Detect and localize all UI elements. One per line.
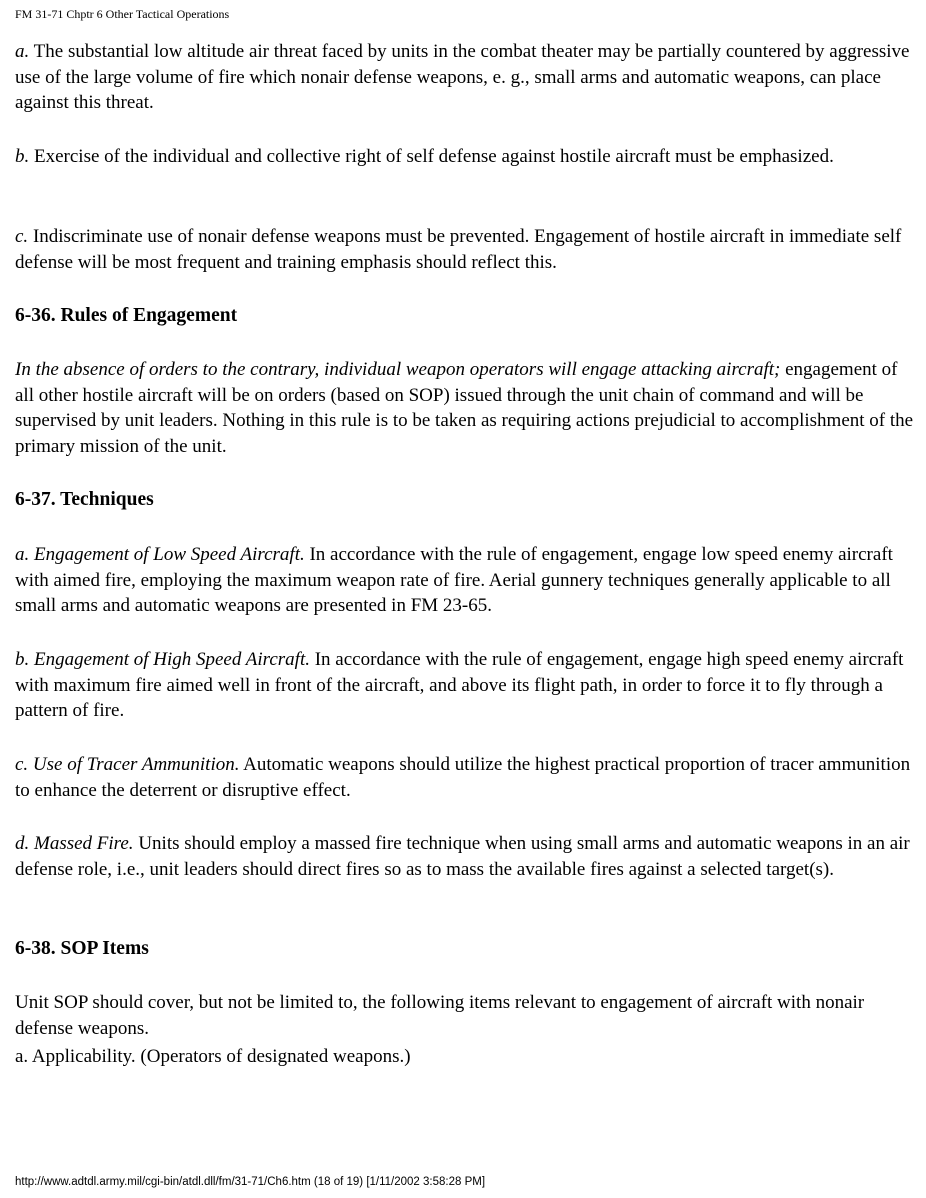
technique-item-text: In accordance with the rule of engagement, engage low speed enemy aircraft with aimed fire, employing the maximum weapon rate of fire. Aerial gunnery techniques generally applicable to all small arms and automatic weapons are presented in FM 23-65.	[15, 544, 893, 616]
section-heading-6-37: 6-37. Techniques	[15, 489, 154, 510]
technique-item	[15, 647, 915, 724]
technique-item-title: a. Engagement of Low Speed Aircraft.	[15, 544, 305, 565]
paragraph-b-label: b.	[15, 146, 30, 167]
paragraph-a-text: The substantial low altitude air threat faced by units in the combat theater may be partially countered by aggressive use of the large volume of fire which nonair defense weapons, e. g., small arms and automatic weapons, can place against this threat.	[15, 41, 910, 113]
paragraph-a	[15, 39, 915, 116]
technique-item	[15, 752, 915, 803]
section-heading-6-36: 6-36. Rules of Engagement	[15, 305, 238, 326]
technique-item	[15, 831, 915, 882]
paragraph-a-label: a.	[15, 41, 30, 62]
technique-item-title: b. Engagement of High Speed Aircraft.	[15, 649, 310, 670]
paragraph-b-text: Exercise of the individual and collective right of self defense against hostile aircraft must be emphasized.	[29, 146, 834, 167]
paragraph-b	[15, 144, 915, 170]
rules-of-engagement-text: engagement of all other hostile aircraft will be on orders (based on SOP) issued through the unit chain of command and will be supervised by unit leaders. Nothing in this rule is to be taken as requiring actions prejudicial to accomplishment of the primary mission of the unit.	[15, 359, 914, 457]
technique-item-text: Automatic weapons should utilize the highest practical proportion of tracer ammunition to enhance the deterrent or disruptive effect.	[15, 754, 911, 801]
rules-of-engagement-paragraph	[15, 357, 915, 459]
paragraph-c-label: c.	[15, 226, 29, 247]
technique-item	[15, 542, 915, 619]
page-footer-url: http://www.adtdl.army.mil/cgi-bin/atdl.dll/fm/31-71/Ch6.htm (18 of 19) [1/11/2002 3:58:28 PM]	[15, 1176, 486, 1188]
technique-item-text: Units should employ a massed fire technique when using small arms and automatic weapons in an air defense role, i.e., unit leaders should direct fires so as to mass the available fires against a selected target(s).	[15, 833, 910, 880]
technique-item-title: d. Massed Fire.	[15, 833, 134, 854]
rules-of-engagement-italic: In the absence of orders to the contrary, individual weapon operators will engage attacking aircraft;	[15, 359, 781, 380]
page-header-title: FM 31-71 Chptr 6 Other Tactical Operations	[15, 7, 230, 21]
paragraph-c-text: Indiscriminate use of nonair defense weapons must be prevented. Engagement of hostile aircraft in immediate self defense will be most frequent and training emphasis should reflect this.	[15, 226, 902, 273]
section-heading-6-38: 6-38. SOP Items	[15, 938, 149, 959]
technique-item-title: c. Use of Tracer Ammunition.	[15, 754, 240, 775]
sop-item-a: a. Applicability. (Operators of designated weapons.)	[15, 1046, 411, 1067]
technique-item-text: In accordance with the rule of engagement, engage high speed enemy aircraft with maximum fire aimed well in front of the aircraft, and above its flight path, in order to force it to fly through a pattern of fire.	[15, 649, 904, 721]
paragraph-c	[15, 224, 915, 275]
sop-intro-paragraph: Unit SOP should cover, but not be limited to, the following items relevant to engagement of aircraft with nonair defense weapons.	[15, 992, 865, 1039]
